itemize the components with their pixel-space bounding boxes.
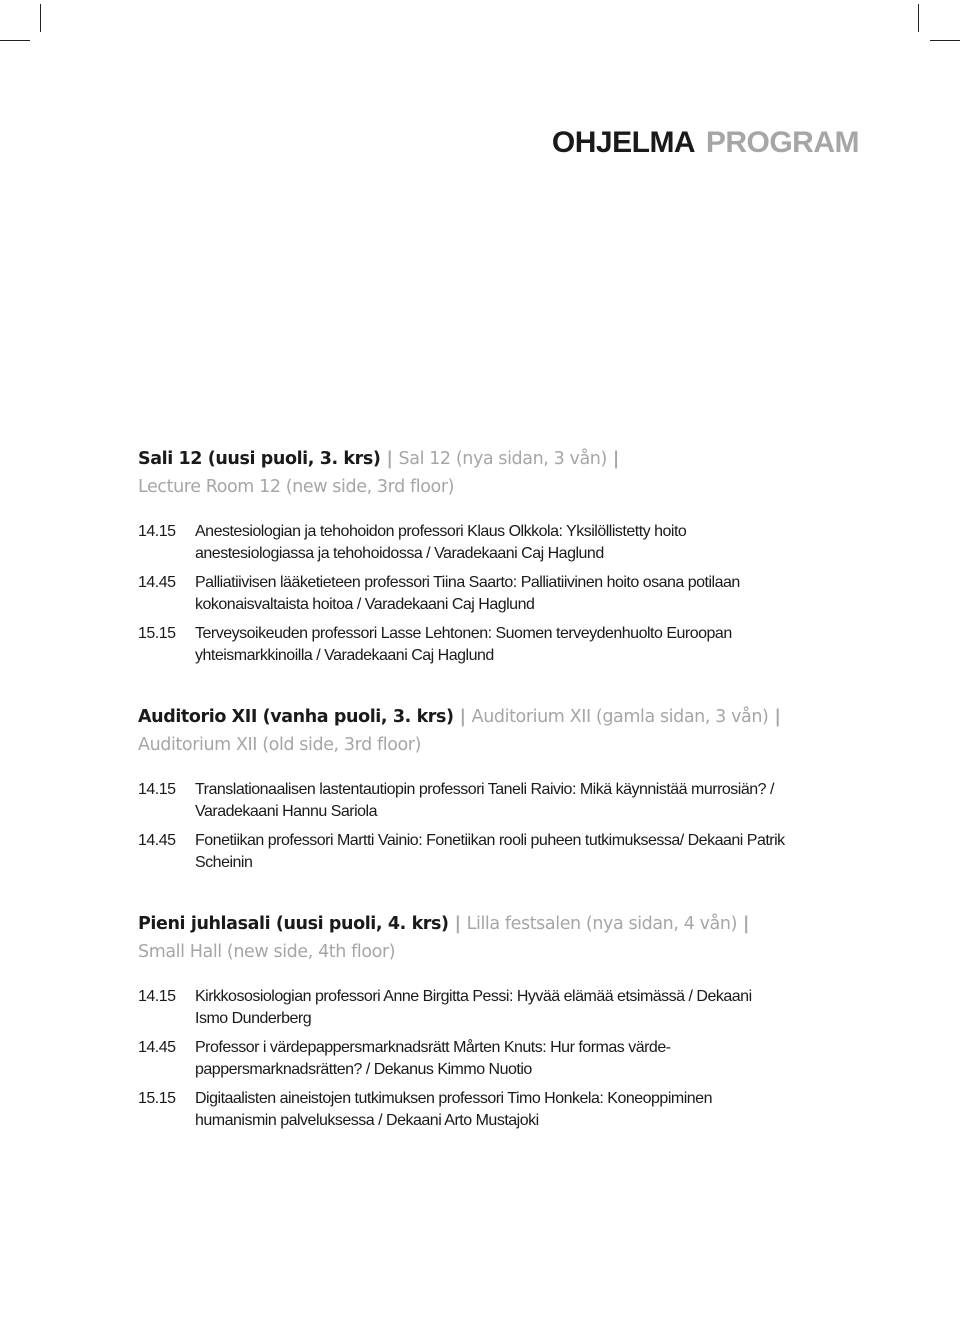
item-time: 14.45 bbox=[138, 574, 176, 591]
venue-name-fi: Sali 12 (uusi puoli, 3. krs) bbox=[138, 449, 381, 469]
program-item bbox=[138, 779, 828, 823]
item-description: Professor i värdepappersmarknadsrätt Mårten Knuts: Hur formas värde-pappersmarknadsrätten? / Dekanus Kimmo Nuotio bbox=[195, 1039, 671, 1078]
program-item bbox=[138, 572, 828, 616]
crop-mark bbox=[918, 4, 919, 32]
program-item bbox=[138, 1088, 828, 1132]
venue-heading bbox=[138, 445, 828, 501]
page-title bbox=[552, 126, 859, 160]
program-item bbox=[138, 521, 828, 565]
item-time: 14.45 bbox=[138, 1039, 176, 1056]
crop-mark bbox=[930, 40, 960, 41]
program-item bbox=[138, 1037, 828, 1081]
item-description: Terveysoikeuden professori Lasse Lehtonen: Suomen terveydenhuolto Euroopan yhteismarkkinoilla / Varadekaani Caj Haglund bbox=[195, 625, 732, 664]
program-item bbox=[138, 623, 828, 667]
venue-name-sv: Sal 12 (nya sidan, 3 vån) bbox=[398, 449, 607, 469]
venue-heading bbox=[138, 703, 828, 759]
item-time: 14.15 bbox=[138, 523, 176, 540]
item-description: Kirkkososiologian professori Anne Birgitta Pessi: Hyvää elämää etsimässä / Dekaani Ismo Dunderberg bbox=[195, 988, 752, 1027]
program-content bbox=[138, 445, 828, 1139]
crop-mark bbox=[0, 40, 30, 41]
venue-name-en: Auditorium XII (old side, 3rd floor) bbox=[138, 735, 422, 755]
program-section bbox=[138, 910, 828, 1132]
item-time: 14.15 bbox=[138, 988, 176, 1005]
venue-separator: | bbox=[612, 449, 619, 469]
venue-name-fi: Pieni juhlasali (uusi puoli, 4. krs) bbox=[138, 914, 449, 934]
venue-name-sv: Auditorium XII (gamla sidan, 3 vån) bbox=[471, 707, 769, 727]
venue-separator: | bbox=[454, 914, 461, 934]
venue-name-en: Lecture Room 12 (new side, 3rd floor) bbox=[138, 477, 455, 497]
item-description: Fonetiikan professori Martti Vainio: Fonetiikan rooli puheen tutkimuksessa/ Dekaani Patrik Scheinin bbox=[195, 832, 785, 871]
venue-name-fi: Auditorio XII (vanha puoli, 3. krs) bbox=[138, 707, 454, 727]
crop-mark bbox=[40, 4, 41, 32]
item-time: 14.45 bbox=[138, 832, 176, 849]
item-time: 15.15 bbox=[138, 1090, 176, 1107]
venue-separator: | bbox=[459, 707, 466, 727]
venue-heading bbox=[138, 910, 828, 966]
program-item bbox=[138, 986, 828, 1030]
program-item bbox=[138, 830, 828, 874]
item-description: Translationaalisen lastentautiopin professori Taneli Raivio: Mikä käynnistää murrosiän? / Varadekaani Hannu Sariola bbox=[195, 781, 774, 820]
program-section bbox=[138, 703, 828, 874]
program-section bbox=[138, 445, 828, 667]
item-description: Palliatiivisen lääketieteen professori Tiina Saarto: Palliatiivinen hoito osana potilaan kokonaisvaltaista hoitoa / Varadekaani Caj Haglund bbox=[195, 574, 740, 613]
item-time: 14.15 bbox=[138, 781, 176, 798]
item-description: Anestesiologian ja tehohoidon professori Klaus Olkkola: Yksilöllistetty hoito anestesiologiassa ja tehohoidossa / Varadekaani Caj Haglund bbox=[195, 523, 687, 562]
venue-separator: | bbox=[743, 914, 749, 934]
venue-name-en: Small Hall (new side, 4th floor) bbox=[138, 942, 396, 962]
venue-separator: | bbox=[386, 449, 393, 469]
venue-name-sv: Lilla festsalen (nya sidan, 4 vån) bbox=[466, 914, 737, 934]
item-description: Digitaalisten aineistojen tutkimuksen professori Timo Honkela: Koneoppiminen humanismin palveluksessa / Dekaani Arto Mustajoki bbox=[195, 1090, 712, 1129]
page-title-fi: OHJELMA bbox=[551, 126, 694, 159]
venue-separator: | bbox=[774, 707, 781, 727]
page-title-en: PROGRAM bbox=[705, 126, 859, 159]
item-time: 15.15 bbox=[138, 625, 176, 642]
